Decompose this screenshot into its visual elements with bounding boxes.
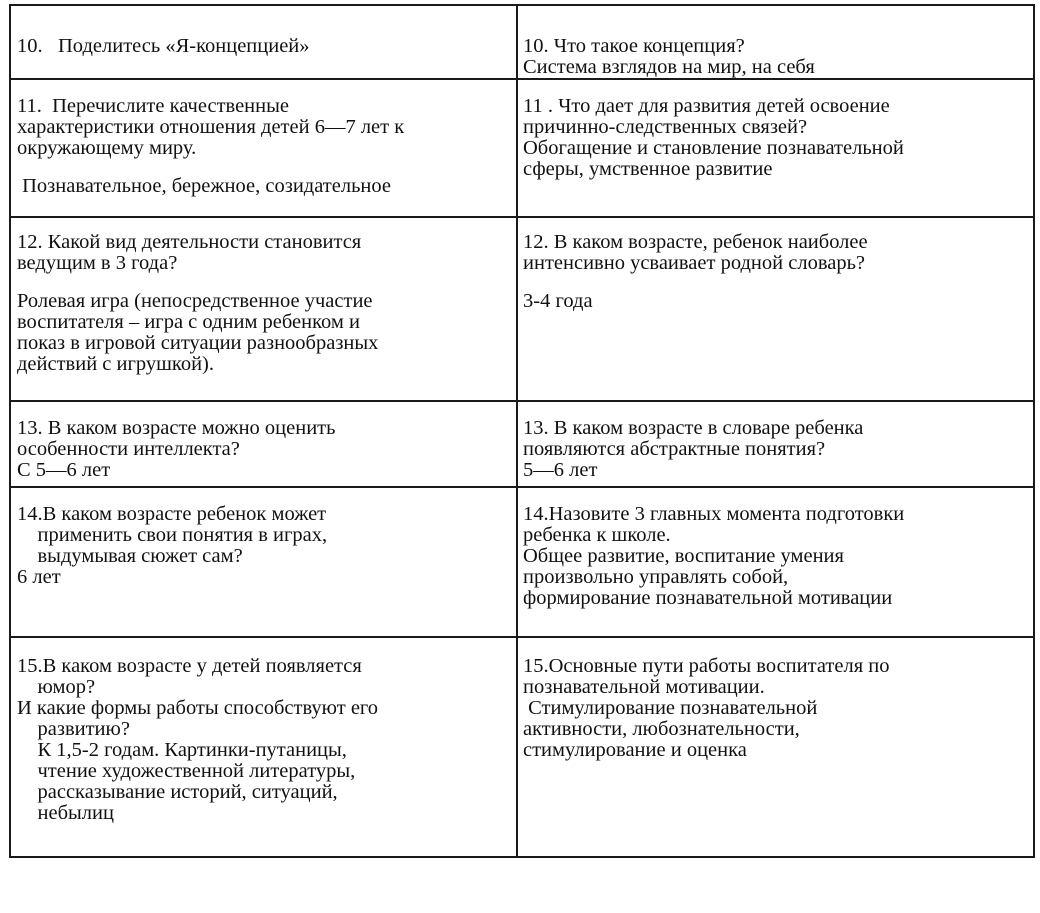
question-cell-right [517, 217, 1034, 401]
table-row [10, 5, 1034, 79]
cell-text-line: 11. Перечислите качественные [17, 95, 289, 117]
cell-text-line: характеристики отношения детей 6—7 лет к [17, 116, 405, 138]
cell-text-line: 10. Поделитесь «Я-концепцией» [17, 35, 310, 57]
question-cell-right [517, 637, 1034, 857]
question-cell-left [10, 5, 517, 79]
cell-text-line: применить свои понятия в играх, [17, 524, 328, 546]
cell-text-line: 13. В каком возрасте можно оценить [17, 417, 336, 439]
cell-text-line: 14.В каком возрасте ребенок может [17, 503, 327, 525]
cell-text-line: познавательной мотивации. [523, 676, 765, 698]
cell-text-line: активности, любознательности, [523, 718, 800, 740]
cell-text-line: рассказывание историй, ситуаций, [17, 781, 338, 803]
cell-text-line: развитию? [17, 718, 130, 740]
cell-text-line: особенности интеллекта? [17, 438, 240, 460]
cell-text-line: 5—6 лет [523, 459, 598, 481]
question-cell-right [517, 487, 1034, 637]
question-cell-left [10, 217, 517, 401]
qa-table [9, 4, 1035, 858]
cell-text-line: небылиц [17, 802, 114, 824]
table-row [10, 79, 1034, 217]
cell-text-line: Познавательное, бережное, созидательное [17, 175, 391, 197]
question-cell-right [517, 5, 1034, 79]
cell-text-line: чтение художественной литературы, [17, 760, 356, 782]
question-cell-left [10, 401, 517, 487]
question-cell-left [10, 487, 517, 637]
cell-text-line: сферы, умственное развитие [523, 158, 773, 180]
cell-text-line: 3-4 года [523, 290, 593, 312]
cell-text-line: показ в игровой ситуации разнообразных [17, 332, 379, 354]
cell-text-line: действий с игрушкой). [17, 353, 215, 375]
cell-text-line: И какие формы работы способствуют его [17, 697, 379, 719]
cell-text-line: интенсивно усваивает родной словарь? [523, 252, 866, 274]
question-cell-right [517, 79, 1034, 217]
table-row [10, 487, 1034, 637]
cell-text-line [17, 159, 516, 176]
cell-text-line: ребенка к школе. [523, 524, 671, 546]
cell-text-line: К 1,5-2 годам. Картинки-путаницы, [17, 739, 347, 761]
table-row [10, 637, 1034, 857]
cell-text-line: 14.Назовите 3 главных момента подготовки [523, 503, 905, 525]
cell-text-line: 12. Какой вид деятельности становится [17, 231, 362, 253]
cell-text-line: причинно-следственных связей? [523, 116, 808, 138]
cell-text-line: Общее развитие, воспитание умения [523, 545, 844, 567]
cell-text-line: окружающему миру. [17, 137, 197, 159]
question-cell-left [10, 637, 517, 857]
cell-text-line [523, 274, 1033, 291]
cell-text-line: 15.В каком возрасте у детей появляется [17, 655, 362, 677]
cell-text-line: стимулирование и оценка [523, 739, 747, 761]
cell-text-line: появляются абстрактные понятия? [523, 438, 826, 460]
table-row [10, 217, 1034, 401]
cell-text-line: 12. В каком возрасте, ребенок наиболее [523, 231, 868, 253]
cell-text-line: произвольно управлять собой, [523, 566, 789, 588]
question-cell-left [10, 79, 517, 217]
cell-text-line: Ролевая игра (непосредственное участие [17, 290, 373, 312]
cell-text-line [17, 274, 516, 291]
cell-text-line: С 5—6 лет [17, 459, 111, 481]
cell-text-line: Стимулирование познавательной [523, 697, 818, 719]
cell-text-line: 6 лет [17, 566, 61, 588]
cell-text-line: 10. Что такое концепция? [523, 35, 745, 57]
table-row [10, 401, 1034, 487]
cell-text-line: ведущим в 3 года? [17, 252, 178, 274]
cell-text-line: Система взглядов на мир, на себя [523, 56, 815, 78]
question-cell-right [517, 401, 1034, 487]
cell-text-line: 15.Основные пути работы воспитателя по [523, 655, 890, 677]
cell-text-line: юмор? [17, 676, 96, 698]
cell-text-line: воспитателя – игра с одним ребенком и [17, 311, 360, 333]
cell-text-line: формирование познавательной мотивации [523, 587, 893, 609]
cell-text-line: выдумывая сюжет сам? [17, 545, 243, 567]
cell-text-line: 13. В каком возрасте в словаре ребенка [523, 417, 864, 439]
cell-text-line: 11 . Что дает для развития детей освоение [523, 95, 890, 117]
cell-text-line: Обогащение и становление познавательной [523, 137, 904, 159]
